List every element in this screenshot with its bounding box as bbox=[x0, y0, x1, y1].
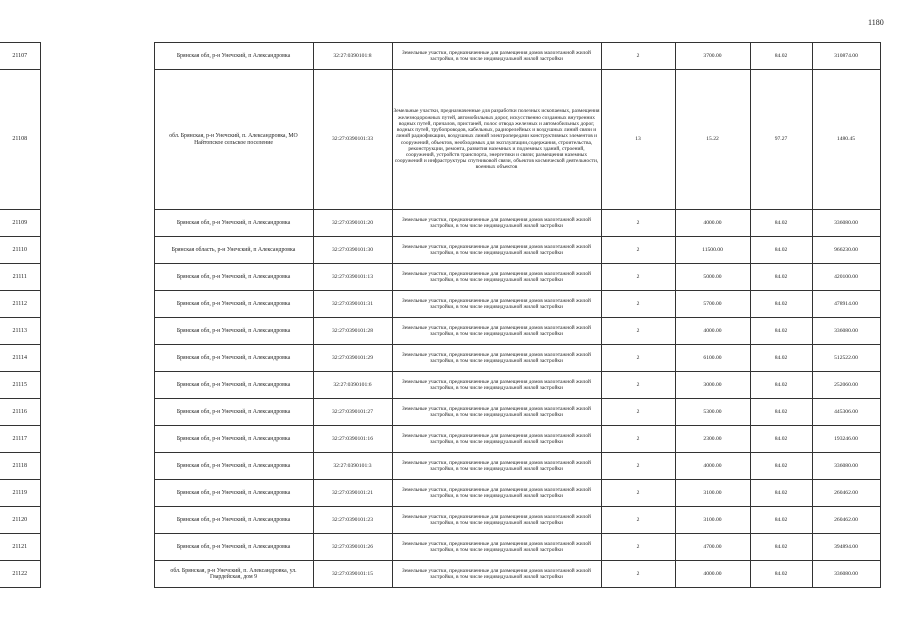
group-cell: 2 bbox=[601, 291, 675, 318]
area-cell: 5700.00 bbox=[675, 291, 750, 318]
spacer-cell bbox=[40, 291, 154, 318]
location-cell: Брянская обл, р-н Унечский, п Александровка bbox=[154, 480, 313, 507]
rate-cell: 84.02 bbox=[750, 453, 812, 480]
cadastral-number-cell: 32:27:0390101:29 bbox=[313, 345, 392, 372]
spacer-cell bbox=[40, 318, 154, 345]
rate-cell: 84.02 bbox=[750, 480, 812, 507]
area-cell: 6100.00 bbox=[675, 345, 750, 372]
group-cell: 2 bbox=[601, 237, 675, 264]
cadastral-value-cell: 336080.00 bbox=[812, 210, 880, 237]
cadastral-value-cell: 260462.00 bbox=[812, 480, 880, 507]
cadastral-number-cell: 32:27:0390101:15 bbox=[313, 561, 392, 588]
land-use-cell: Земельные участки, предназначенные для размещения домов малоэтажной жилой застройки, в том числе индивидуальной жилой застройки bbox=[392, 507, 601, 534]
group-cell: 2 bbox=[601, 345, 675, 372]
row-number: 21122 bbox=[0, 561, 40, 588]
row-number: 21114 bbox=[0, 345, 40, 372]
area-cell: 5000.00 bbox=[675, 264, 750, 291]
land-use-cell: Земельные участки, предназначенные для размещения домов малоэтажной жилой застройки, в том числе индивидуальной жилой застройки bbox=[392, 561, 601, 588]
location-cell: Брянская обл, р-н Унечский, п Александровка bbox=[154, 453, 313, 480]
table-row bbox=[0, 426, 880, 453]
group-cell: 2 bbox=[601, 426, 675, 453]
row-number: 21120 bbox=[0, 507, 40, 534]
area-cell: 3100.00 bbox=[675, 480, 750, 507]
group-cell: 13 bbox=[601, 70, 675, 210]
area-cell: 11500.00 bbox=[675, 237, 750, 264]
group-cell: 2 bbox=[601, 480, 675, 507]
table-row bbox=[0, 70, 880, 210]
spacer-cell bbox=[40, 43, 154, 70]
area-cell: 3100.00 bbox=[675, 507, 750, 534]
location-cell: Брянская обл, р-н Унечский, п Александровка bbox=[154, 291, 313, 318]
area-cell: 4000.00 bbox=[675, 561, 750, 588]
spacer-cell bbox=[40, 426, 154, 453]
location-cell: обл. Брянская, р-н Унечский, п. Александровка, ул. Гвардейская, дом 9 bbox=[154, 561, 313, 588]
cadastral-number-cell: 32:27:0390101:20 bbox=[313, 210, 392, 237]
row-number: 21116 bbox=[0, 399, 40, 426]
group-cell: 2 bbox=[601, 534, 675, 561]
cadastral-number-cell: 32:27:0390101:3 bbox=[313, 453, 392, 480]
cadastral-number-cell: 32:27:0390101:8 bbox=[313, 43, 392, 70]
spacer-cell bbox=[40, 70, 154, 210]
area-cell: 15.22 bbox=[675, 70, 750, 210]
cadastral-value-cell: 478914.00 bbox=[812, 291, 880, 318]
group-cell: 2 bbox=[601, 43, 675, 70]
spacer-cell bbox=[40, 507, 154, 534]
row-number: 21118 bbox=[0, 453, 40, 480]
cadastral-number-cell: 32:27:0390101:16 bbox=[313, 426, 392, 453]
table-row bbox=[0, 534, 880, 561]
row-number: 21111 bbox=[0, 264, 40, 291]
rate-cell: 97.27 bbox=[750, 70, 812, 210]
spacer-cell bbox=[40, 480, 154, 507]
cadastral-value-cell: 966230.00 bbox=[812, 237, 880, 264]
table-row bbox=[0, 345, 880, 372]
land-use-cell: Земельные участки, предназначенные для размещения домов малоэтажной жилой застройки, в том числе индивидуальной жилой застройки bbox=[392, 43, 601, 70]
rate-cell: 84.02 bbox=[750, 507, 812, 534]
cadastral-number-cell: 32:27:0390101:30 bbox=[313, 237, 392, 264]
table-body bbox=[0, 43, 880, 588]
land-use-cell: Земельные участки, предназначенные для размещения домов малоэтажной жилой застройки, в том числе индивидуальной жилой застройки bbox=[392, 372, 601, 399]
row-number: 21115 bbox=[0, 372, 40, 399]
spacer-cell bbox=[40, 399, 154, 426]
location-cell: Брянская обл, р-н Унечский, п Александровка bbox=[154, 372, 313, 399]
rate-cell: 84.02 bbox=[750, 210, 812, 237]
table-row bbox=[0, 264, 880, 291]
area-cell: 4000.00 bbox=[675, 318, 750, 345]
land-use-cell: Земельные участки, предназначенные для размещения домов малоэтажной жилой застройки, в том числе индивидуальной жилой застройки bbox=[392, 453, 601, 480]
rate-cell: 84.02 bbox=[750, 399, 812, 426]
row-number: 21119 bbox=[0, 480, 40, 507]
group-cell: 2 bbox=[601, 453, 675, 480]
location-cell: Брянская обл, р-н Унечский, п Александровка bbox=[154, 426, 313, 453]
cadastral-number-cell: 32:27:0390101:33 bbox=[313, 70, 392, 210]
rate-cell: 84.02 bbox=[750, 345, 812, 372]
location-cell: Брянская обл, р-н Унечский, п Александровка bbox=[154, 345, 313, 372]
area-cell: 4700.00 bbox=[675, 534, 750, 561]
land-use-cell: Земельные участки, предназначенные для размещения домов малоэтажной жилой застройки, в том числе индивидуальной жилой застройки bbox=[392, 345, 601, 372]
cadastral-number-cell: 32:27:0390101:28 bbox=[313, 318, 392, 345]
row-number: 21110 bbox=[0, 237, 40, 264]
table-row bbox=[0, 372, 880, 399]
area-cell: 2300.00 bbox=[675, 426, 750, 453]
row-number: 21108 bbox=[0, 70, 40, 210]
row-number: 21113 bbox=[0, 318, 40, 345]
table-row bbox=[0, 291, 880, 318]
cadastral-number-cell: 32:27:0390101:6 bbox=[313, 372, 392, 399]
row-number: 21109 bbox=[0, 210, 40, 237]
table-row bbox=[0, 210, 880, 237]
group-cell: 2 bbox=[601, 561, 675, 588]
cadastral-value-cell: 193246.00 bbox=[812, 426, 880, 453]
rate-cell: 84.02 bbox=[750, 426, 812, 453]
rate-cell: 84.02 bbox=[750, 43, 812, 70]
rate-cell: 84.02 bbox=[750, 291, 812, 318]
cadastral-value-cell: 394894.00 bbox=[812, 534, 880, 561]
row-number: 21117 bbox=[0, 426, 40, 453]
spacer-cell bbox=[40, 453, 154, 480]
spacer-cell bbox=[40, 534, 154, 561]
land-registry-table bbox=[0, 42, 881, 588]
location-cell: Брянская обл, р-н Унечский, п Александровка bbox=[154, 318, 313, 345]
rate-cell: 84.02 bbox=[750, 561, 812, 588]
cadastral-value-cell: 445306.00 bbox=[812, 399, 880, 426]
cadastral-value-cell: 260462.00 bbox=[812, 507, 880, 534]
location-cell: Брянская обл, р-н Унечский, п Александровка bbox=[154, 507, 313, 534]
cadastral-number-cell: 32:27:0390101:27 bbox=[313, 399, 392, 426]
cadastral-value-cell: 336080.00 bbox=[812, 453, 880, 480]
row-number: 21107 bbox=[0, 43, 40, 70]
cadastral-value-cell: 310874.00 bbox=[812, 43, 880, 70]
spacer-cell bbox=[40, 264, 154, 291]
cadastral-value-cell: 252060.00 bbox=[812, 372, 880, 399]
cadastral-value-cell: 512522.00 bbox=[812, 345, 880, 372]
group-cell: 2 bbox=[601, 399, 675, 426]
spacer-cell bbox=[40, 345, 154, 372]
rate-cell: 84.02 bbox=[750, 372, 812, 399]
cadastral-number-cell: 32:27:0390101:21 bbox=[313, 480, 392, 507]
group-cell: 2 bbox=[601, 372, 675, 399]
rate-cell: 84.02 bbox=[750, 264, 812, 291]
rate-cell: 84.02 bbox=[750, 237, 812, 264]
area-cell: 4000.00 bbox=[675, 453, 750, 480]
spacer-cell bbox=[40, 210, 154, 237]
cadastral-value-cell: 336080.00 bbox=[812, 561, 880, 588]
table-row bbox=[0, 318, 880, 345]
row-number: 21121 bbox=[0, 534, 40, 561]
group-cell: 2 bbox=[601, 318, 675, 345]
spacer-cell bbox=[40, 561, 154, 588]
land-use-cell: Земельные участки, предназначенные для размещения домов малоэтажной жилой застройки, в том числе индивидуальной жилой застройки bbox=[392, 318, 601, 345]
table-row bbox=[0, 561, 880, 588]
cadastral-number-cell: 32:27:0390101:26 bbox=[313, 534, 392, 561]
rate-cell: 84.02 bbox=[750, 534, 812, 561]
rate-cell: 84.02 bbox=[750, 318, 812, 345]
spacer-cell bbox=[40, 237, 154, 264]
cadastral-value-cell: 336080.00 bbox=[812, 318, 880, 345]
location-cell: Брянская область, р-н Унечский, п Александровка bbox=[154, 237, 313, 264]
table-row bbox=[0, 453, 880, 480]
cadastral-value-cell: 1480.45 bbox=[812, 70, 880, 210]
table-row bbox=[0, 237, 880, 264]
table-row bbox=[0, 43, 880, 70]
cadastral-value-cell: 420100.00 bbox=[812, 264, 880, 291]
location-cell: Брянская обл, р-н Унечский, п Александровка bbox=[154, 264, 313, 291]
group-cell: 2 bbox=[601, 264, 675, 291]
location-cell: Брянская обл, р-н Унечский, п Александровка bbox=[154, 210, 313, 237]
location-cell: Брянская обл, р-н Унечский, п Александровка bbox=[154, 534, 313, 561]
land-use-cell: Земельные участки, предназначенные для разработки полезных ископаемых, размещения железнодорожных путей, автомобильных дорог, искусственно созданных внутренних водных путей, причалов, пристаней, полос отвода железных и автомобильных дорог, водных путей, трубопроводов, кабельных, радиорелейных и воздушных линий связи и линий радиофикации, воздушных линий электропередачи конструктивных элементов и сооружений, объектов, необходимых для эксплуатации,содержания, строительства, реконструкции, ремонта, развития наземных и подземных зданий, строений, сооружений, устройств транспорта, энергетики и связи; размещения наземных сооружений и инфраструктуры спутниковой связи, объектов космической деятельности, военных объектов bbox=[392, 70, 601, 210]
table-row bbox=[0, 480, 880, 507]
group-cell: 2 bbox=[601, 210, 675, 237]
spacer-cell bbox=[40, 372, 154, 399]
land-use-cell: Земельные участки, предназначенные для размещения домов малоэтажной жилой застройки, в том числе индивидуальной жилой застройки bbox=[392, 426, 601, 453]
row-number: 21112 bbox=[0, 291, 40, 318]
area-cell: 3700.00 bbox=[675, 43, 750, 70]
area-cell: 5300.00 bbox=[675, 399, 750, 426]
land-use-cell: Земельные участки, предназначенные для размещения домов малоэтажной жилой застройки, в том числе индивидуальной жилой застройки bbox=[392, 480, 601, 507]
land-use-cell: Земельные участки, предназначенные для размещения домов малоэтажной жилой застройки, в том числе индивидуальной жилой застройки bbox=[392, 534, 601, 561]
table-row bbox=[0, 507, 880, 534]
cadastral-number-cell: 32:27:0390101:31 bbox=[313, 291, 392, 318]
land-use-cell: Земельные участки, предназначенные для размещения домов малоэтажной жилой застройки, в том числе индивидуальной жилой застройки bbox=[392, 237, 601, 264]
group-cell: 2 bbox=[601, 507, 675, 534]
land-use-cell: Земельные участки, предназначенные для размещения домов малоэтажной жилой застройки, в том числе индивидуальной жилой застройки bbox=[392, 291, 601, 318]
table-row bbox=[0, 399, 880, 426]
location-cell: обл. Брянская, р-н Унечский, п. Александровка, МО Найтопское сельское поселение bbox=[154, 70, 313, 210]
land-use-cell: Земельные участки, предназначенные для размещения домов малоэтажной жилой застройки, в том числе индивидуальной жилой застройки bbox=[392, 264, 601, 291]
page-number: 1180 bbox=[868, 18, 884, 27]
area-cell: 3000.00 bbox=[675, 372, 750, 399]
land-use-cell: Земельные участки, предназначенные для размещения домов малоэтажной жилой застройки, в том числе индивидуальной жилой застройки bbox=[392, 399, 601, 426]
area-cell: 4000.00 bbox=[675, 210, 750, 237]
location-cell: Брянская обл, р-н Унечский, п Александровка bbox=[154, 399, 313, 426]
land-use-cell: Земельные участки, предназначенные для размещения домов малоэтажной жилой застройки, в том числе индивидуальной жилой застройки bbox=[392, 210, 601, 237]
location-cell: Брянская обл, р-н Унечский, п Александровка bbox=[154, 43, 313, 70]
cadastral-number-cell: 32:27:0390101:13 bbox=[313, 264, 392, 291]
cadastral-number-cell: 32:27:0390101:23 bbox=[313, 507, 392, 534]
